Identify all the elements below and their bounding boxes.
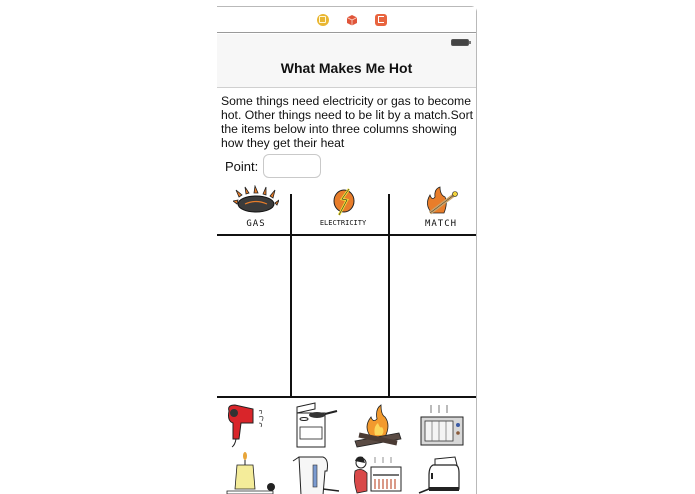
sorting-grid [217,185,477,398]
drop-zone-match[interactable] [390,236,476,396]
column-label-electricity: ELECTRICITY [319,219,367,227]
column-label-gas: GAS [246,219,266,229]
drop-zone-gas[interactable] [217,236,290,396]
item-campfire[interactable] [348,400,410,450]
navigation-bar [217,34,476,88]
gas-burner-icon [233,185,279,219]
item-gas-grill[interactable] [348,450,410,494]
first-responder-icon[interactable] [346,14,358,26]
item-stove[interactable] [284,400,346,450]
item-candle[interactable] [220,450,282,494]
campfire-icon [351,401,407,449]
view-controller-icon[interactable] [317,14,329,26]
column-header-match [407,185,475,229]
item-toaster[interactable] [412,450,474,494]
drop-zone-electricity[interactable] [292,236,388,396]
lightning-bolt-icon [320,185,366,219]
point-row [225,154,321,178]
column-header-electricity [313,185,373,227]
scene-dock [217,7,476,33]
point-input[interactable] [263,154,321,178]
page-title: What Makes Me Hot [280,60,413,76]
item-tray [217,400,477,494]
item-hair-dryer[interactable] [220,400,282,450]
item-kettle[interactable] [284,450,346,494]
grill-icon [351,451,407,494]
iphone-scene-frame [217,6,477,494]
kettle-icon [287,451,343,494]
candle-icon [223,451,279,494]
match-flame-icon [418,185,464,219]
column-header-gas [223,185,289,229]
item-toaster-oven[interactable] [412,400,474,450]
toaster-oven-icon [415,401,471,449]
instructions-text: Some things need electricity or gas to become hot. Other things need to be lit by a match.Sort the items below into three columns showing how they get their heat [221,94,474,150]
point-label: Point: [225,158,259,174]
hair-dryer-icon [223,401,279,449]
grid-bottom-divider [217,396,476,398]
stove-icon [287,401,343,449]
exit-icon[interactable] [375,14,387,26]
battery-icon [451,39,469,46]
column-label-match: MATCH [424,219,458,229]
toaster-icon [415,451,471,494]
